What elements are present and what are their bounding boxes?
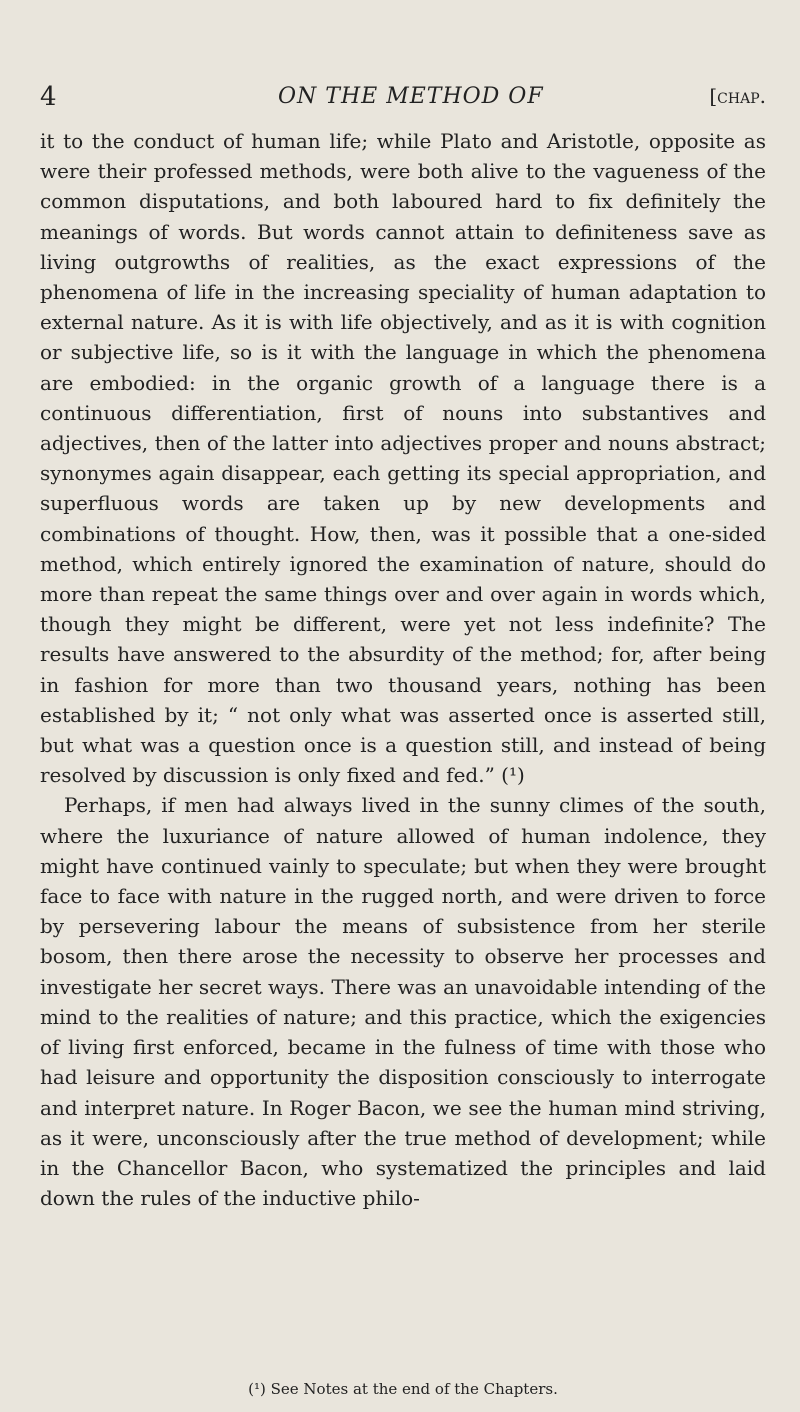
chapter-mark: [chap. — [709, 84, 766, 108]
paragraph-continued: it to the conduct of human life; while Plato and Aristotle, opposite as were their professed methods, were both alive to the vagueness of the common disputations, and both laboured hard to fix definitely the meanings of words. But words cannot attain to definiteness save as living outgrowths of realities, as the exact expressions of the phenomena of life in the increasing speciality of human adaptation to external nature. As it is with life objectively, and as it is with cognition or subjective life, so is it with the language in which the phenomena are embodied: in the organic growth of a language there is a continuous differentiation, first of nouns into substantives and adjectives, then of the latter into adjectives proper and nouns abstract; synonymes again disappear, each getting its special appropriation, and superfluous words are taken up by new developments and combinations of thought. How, then, was it possible that a one-sided method, which entirely ignored the examination of nature, should do more than repeat the same things over and over again in words which, though they might be different, were yet not less indefinite? The results have answered to the absurdity of the method; for, after being in fashion for more than two thousand years, nothing has been established by it; “ not only what was asserted once is asserted still, but what was a question once is a question still, and instead of being resolved by discussion is only fixed and fed.” (¹) — [40, 129, 766, 788]
paragraph: Perhaps, if men had always lived in the sunny climes of the south, where the luxuriance of nature allowed of human indolence, they might have continued vainly to speculate; but when they were brought face to face with nature in the rugged north, and were driven to force by persevering labour the means of subsistence from her sterile bosom, then there arose the necessity to observe her processes and investigate her secret ways. There was an unavoidable intending of the mind to the realities of nature; and this practice, which the exigencies of living first enforced, became in the fulness of time with those who had leisure and opportunity the disposition consciously to interrogate and interpret nature. In Roger Bacon, we see the human mind striving, as it were, unconsciously after the true method of development; while in the Chancellor Bacon, who systematized the principles and laid down the rules of the inductive philo- — [40, 793, 766, 1211]
body-text — [40, 126, 766, 1213]
running-title: ON THE METHOD OF — [278, 84, 544, 109]
page-number: 4 — [40, 82, 57, 112]
page-header — [40, 82, 766, 114]
footnote: (¹) See Notes at the end of the Chapters. — [248, 1380, 558, 1398]
